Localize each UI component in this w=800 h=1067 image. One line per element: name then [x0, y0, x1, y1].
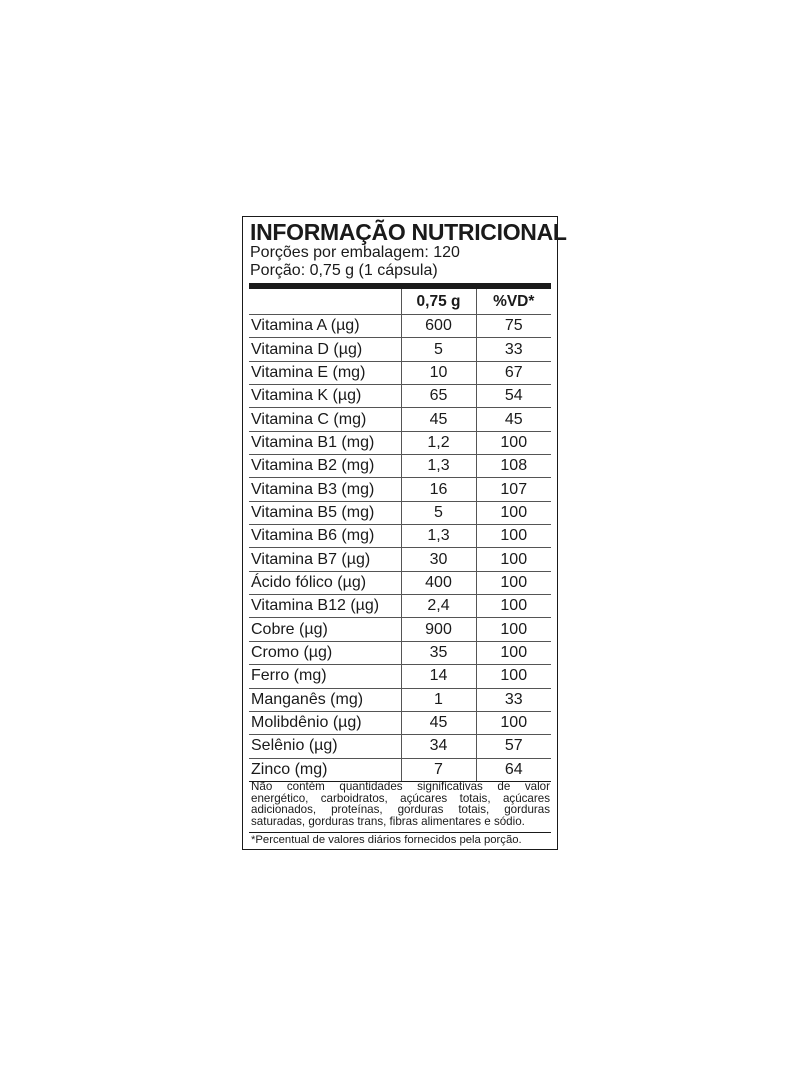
nutrient-name: Molibdênio (µg): [249, 711, 401, 734]
table-row: [249, 735, 551, 758]
nutrient-daily-value: 100: [476, 665, 551, 688]
table-row: [249, 338, 551, 361]
nutrient-name: Zinco (mg): [249, 758, 401, 781]
nutrient-amount: 10: [401, 361, 476, 384]
nutrient-name: Vitamina C (mg): [249, 408, 401, 431]
nutrition-facts-label: [242, 216, 567, 850]
nutrient-name: Vitamina B1 (mg): [249, 431, 401, 454]
nutrient-amount: 1,3: [401, 455, 476, 478]
nutrient-daily-value: 108: [476, 455, 551, 478]
serving-size: Porção: 0,75 g (1 cápsula): [250, 262, 438, 279]
nutrient-name: Cromo (µg): [249, 641, 401, 664]
footnote-not-significant: Não contém quantidades significativas de valor energético, carboidratos, açúcares totais, açúcares adicionados, proteínas, gorduras totais, gorduras saturadas, gorduras trans, fibras alimentares e sódio.: [251, 780, 550, 828]
nutrient-amount: 14: [401, 665, 476, 688]
nutrient-daily-value: 67: [476, 361, 551, 384]
nutrient-amount: 600: [401, 315, 476, 338]
nutrient-daily-value: 107: [476, 478, 551, 501]
nutrient-name: Vitamina E (mg): [249, 361, 401, 384]
nutrient-amount: 1,3: [401, 525, 476, 548]
nutrient-amount: 45: [401, 711, 476, 734]
table-row: [249, 595, 551, 618]
nutrient-daily-value: 100: [476, 711, 551, 734]
nutrient-daily-value: 64: [476, 758, 551, 781]
table-row: [249, 455, 551, 478]
nutrient-name: Vitamina A (µg): [249, 315, 401, 338]
nutrient-daily-value: 45: [476, 408, 551, 431]
table-row: [249, 711, 551, 734]
header-nutrient: [249, 289, 401, 315]
table-header-row: [249, 289, 551, 315]
nutrient-daily-value: 100: [476, 641, 551, 664]
nutrient-amount: 45: [401, 408, 476, 431]
table-row: [249, 525, 551, 548]
nutrition-table-body: [249, 315, 551, 782]
nutrient-name: Selênio (µg): [249, 735, 401, 758]
label-title: INFORMAÇÃO NUTRICIONAL: [250, 219, 567, 245]
nutrient-amount: 400: [401, 571, 476, 594]
table-row: [249, 315, 551, 338]
nutrient-daily-value: 33: [476, 338, 551, 361]
nutrient-amount: 16: [401, 478, 476, 501]
header-amount: 0,75 g: [401, 289, 476, 315]
nutrient-name: Vitamina B12 (µg): [249, 595, 401, 618]
table-row: [249, 361, 551, 384]
table-row: [249, 431, 551, 454]
nutrient-name: Vitamina B3 (mg): [249, 478, 401, 501]
nutrient-amount: 65: [401, 385, 476, 408]
table-row: [249, 501, 551, 524]
nutrient-daily-value: 100: [476, 595, 551, 618]
nutrient-daily-value: 100: [476, 501, 551, 524]
nutrient-daily-value: 100: [476, 548, 551, 571]
nutrient-daily-value: 100: [476, 618, 551, 641]
nutrient-amount: 35: [401, 641, 476, 664]
nutrient-name: Vitamina B5 (mg): [249, 501, 401, 524]
nutrient-name: Vitamina B2 (mg): [249, 455, 401, 478]
nutrient-amount: 5: [401, 501, 476, 524]
nutrient-name: Ferro (mg): [249, 665, 401, 688]
nutrient-amount: 30: [401, 548, 476, 571]
footnote-daily-value: *Percentual de valores diários fornecidos pela porção.: [251, 834, 522, 846]
nutrient-amount: 5: [401, 338, 476, 361]
header-daily-value: %VD*: [476, 289, 551, 315]
nutrient-name: Cobre (µg): [249, 618, 401, 641]
nutrient-name: Vitamina D (µg): [249, 338, 401, 361]
nutrient-amount: 1,2: [401, 431, 476, 454]
nutrient-name: Vitamina K (µg): [249, 385, 401, 408]
nutrient-amount: 1: [401, 688, 476, 711]
table-row: [249, 478, 551, 501]
table-row: [249, 385, 551, 408]
servings-per-package: Porções por embalagem: 120: [250, 244, 460, 261]
table-row: [249, 408, 551, 431]
nutrient-name: Ácido fólico (µg): [249, 571, 401, 594]
nutrient-daily-value: 54: [476, 385, 551, 408]
nutrient-daily-value: 100: [476, 525, 551, 548]
table-row: [249, 641, 551, 664]
table-row: [249, 548, 551, 571]
table-row: [249, 571, 551, 594]
nutrient-daily-value: 100: [476, 571, 551, 594]
nutrient-amount: 34: [401, 735, 476, 758]
nutrient-daily-value: 57: [476, 735, 551, 758]
nutrient-daily-value: 75: [476, 315, 551, 338]
nutrient-amount: 7: [401, 758, 476, 781]
table-row: [249, 688, 551, 711]
nutrient-name: Vitamina B7 (µg): [249, 548, 401, 571]
table-row: [249, 758, 551, 781]
nutrient-daily-value: 100: [476, 431, 551, 454]
nutrient-name: Vitamina B6 (mg): [249, 525, 401, 548]
nutrient-amount: 2,4: [401, 595, 476, 618]
footnote-divider: [249, 832, 551, 833]
nutrient-name: Manganês (mg): [249, 688, 401, 711]
nutrition-table: [249, 289, 551, 782]
nutrient-daily-value: 33: [476, 688, 551, 711]
nutrient-amount: 900: [401, 618, 476, 641]
table-row: [249, 665, 551, 688]
table-row: [249, 618, 551, 641]
